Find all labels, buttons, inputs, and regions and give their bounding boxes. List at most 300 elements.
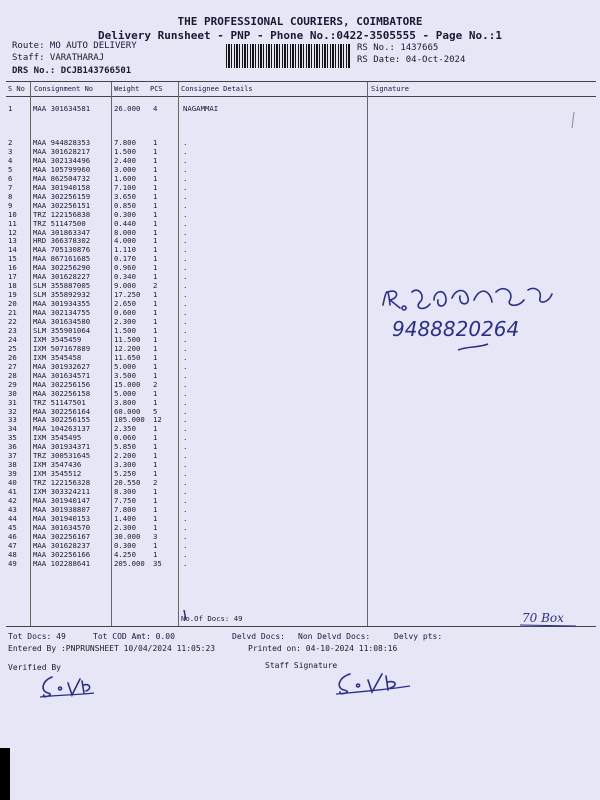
table-row — [0, 156, 600, 165]
table-row — [0, 442, 600, 451]
row-consignment: MAA 302256151 — [33, 200, 91, 210]
row-consignment: IXM 3545459 — [33, 334, 82, 344]
row-weight: 3.500 — [114, 370, 136, 380]
row-sno: 27 — [8, 361, 17, 371]
row-weight: 0.170 — [114, 254, 136, 264]
row-weight: 20.550 — [114, 478, 141, 488]
table-row — [0, 424, 600, 433]
table-bottom-rule — [6, 626, 596, 627]
row-consignee: . — [183, 299, 188, 309]
table-row — [0, 254, 600, 263]
row-consignment: IXM 507167889 — [33, 343, 91, 353]
row-consignment: MAA 102288641 — [33, 558, 91, 568]
row-consignee: . — [183, 308, 188, 318]
row-pcs: 1 — [153, 540, 158, 550]
row-consignment: MAA 302256167 — [33, 531, 91, 541]
row-weight: 0.340 — [114, 272, 136, 282]
row-pcs: 1 — [153, 352, 158, 362]
row-pcs: 1 — [153, 308, 158, 318]
handwritten-note: 70 Box — [522, 611, 564, 625]
row-pcs: 1 — [153, 522, 158, 532]
row-pcs: 1 — [153, 549, 158, 559]
row-consignment: MAA 705130876 — [33, 245, 91, 255]
row-pcs: 1 — [153, 173, 158, 183]
row-weight: 0.060 — [114, 433, 136, 443]
printed-on: Printed on: 04-10-2024 11:08:16 — [248, 644, 398, 653]
table-top-rule — [6, 81, 596, 82]
row-pcs: 1 — [153, 290, 158, 300]
row-weight: 4.000 — [114, 236, 136, 246]
row-weight: 1.500 — [114, 325, 136, 335]
row-weight: 0.300 — [114, 540, 136, 550]
row-consignment: MAA 301938807 — [33, 504, 91, 514]
row-sno: 18 — [8, 281, 17, 291]
row-pcs: 1 — [153, 361, 158, 371]
row-pcs: 1 — [153, 343, 158, 353]
col-weight: Weight — [114, 85, 140, 93]
row-consignment: MAA 302256156 — [33, 379, 91, 389]
row-consignment: MAA 302256155 — [33, 415, 91, 425]
row-consignee: . — [183, 531, 188, 541]
row-pcs: 1 — [153, 388, 158, 398]
row-consignment: MAA 302256290 — [33, 263, 91, 273]
row-consignee: . — [183, 415, 188, 425]
row-consignment: IXM 3545512 — [33, 469, 82, 479]
row-consignee: . — [183, 370, 188, 380]
row-consignee: . — [183, 155, 188, 165]
row-sno: 20 — [8, 299, 17, 309]
row-consignment: MAA 104263137 — [33, 424, 91, 434]
row-consignee: . — [183, 325, 188, 335]
row-sno: 42 — [8, 496, 17, 505]
row-consignee: . — [183, 469, 188, 479]
row-consignee: . — [183, 272, 188, 282]
row-consignee: . — [183, 146, 188, 156]
pen-tick-mark — [180, 606, 200, 626]
row-consignee: . — [183, 200, 188, 210]
row-consignment: MAA 301934355 — [33, 299, 91, 309]
table-row — [0, 559, 600, 568]
row-consignee: . — [183, 540, 188, 550]
row-consignment: SLM 355887005 — [33, 281, 91, 291]
row-sno: 45 — [8, 522, 17, 532]
col-sno: S No — [8, 85, 25, 93]
row-sno: 47 — [8, 540, 17, 550]
table-row — [0, 138, 600, 147]
row-consignee: . — [183, 487, 188, 497]
row-consignment: MAA 301634581 — [33, 104, 91, 113]
table-row — [0, 478, 600, 487]
row-weight: 5.850 — [114, 442, 136, 452]
row-pcs: 1 — [153, 236, 158, 246]
table-row — [0, 487, 600, 496]
row-pcs: 2 — [153, 281, 158, 291]
table-row — [0, 541, 600, 550]
row-weight: 17.250 — [114, 290, 141, 300]
table-row — [0, 496, 600, 505]
row-consignment: MAA 301863347 — [33, 227, 91, 237]
row-consignment: MAA 944828353 — [33, 138, 91, 147]
table-row — [0, 523, 600, 532]
row-pcs: 1 — [153, 442, 158, 452]
row-weight: 8.000 — [114, 227, 136, 237]
row-consignment: MAA 301634571 — [33, 370, 91, 380]
row-sno: 14 — [8, 245, 17, 255]
row-weight: 3.000 — [114, 164, 136, 174]
row-weight: 1.400 — [114, 513, 136, 523]
row-consignee: . — [183, 442, 188, 452]
table-row — [0, 362, 600, 371]
row-consignment: HRD 366378302 — [33, 236, 91, 246]
runsheet-subtitle: Delivery Runsheet - PNP - Phone No.:0422-3505555 - Page No.:1 — [98, 29, 502, 42]
row-consignee: . — [183, 245, 188, 255]
table-row — [0, 219, 600, 228]
row-weight: 7.800 — [114, 138, 136, 147]
verified-by-signature — [38, 673, 98, 703]
row-pcs: 1 — [153, 164, 158, 174]
row-sno: 38 — [8, 460, 17, 470]
row-weight: 3.800 — [114, 397, 136, 407]
row-weight: 3.650 — [114, 191, 136, 201]
row-consignee: . — [183, 191, 188, 201]
row-sno: 3 — [8, 146, 13, 156]
row-pcs: 1 — [153, 182, 158, 192]
row-weight: 15.000 — [114, 379, 141, 389]
row-weight: 5.250 — [114, 469, 136, 479]
row-weight: 8.300 — [114, 487, 136, 497]
delvy-pts: Delvy pts: — [394, 632, 443, 641]
table-row — [0, 201, 600, 210]
row-pcs: 12 — [153, 415, 162, 425]
row-consignment: MAA 301940147 — [33, 496, 91, 505]
row-consignment: TRZ 300531645 — [33, 451, 91, 461]
row-consignment: MAA 302256158 — [33, 388, 91, 398]
row-sno: 16 — [8, 263, 17, 273]
row-sno: 43 — [8, 504, 17, 514]
row-pcs: 2 — [153, 379, 158, 389]
row-pcs: 1 — [153, 218, 158, 228]
row-sno: 9 — [8, 200, 13, 210]
row-pcs: 1 — [153, 469, 158, 479]
row-sno: 33 — [8, 415, 17, 425]
row-weight: 0.960 — [114, 263, 136, 273]
row-weight: 11.500 — [114, 334, 141, 344]
row-weight: 105.000 — [114, 415, 145, 425]
row-pcs: 1 — [153, 209, 158, 219]
row-consignment: MAA 302256166 — [33, 549, 91, 559]
row-sno: 1 — [8, 104, 13, 113]
col-consignment: Consignment No — [34, 85, 94, 93]
row-sno: 41 — [8, 487, 17, 497]
row-sno: 19 — [8, 290, 17, 300]
row-weight: 2.350 — [114, 424, 136, 434]
table-row — [0, 183, 600, 192]
row-weight: 5.000 — [114, 361, 136, 371]
row-consignment: MAA 301634570 — [33, 522, 91, 532]
row-consignee: NAGAMMAI — [183, 104, 219, 113]
row-pcs: 3 — [153, 531, 158, 541]
table-row — [0, 398, 600, 407]
row-consignment: MAA 867161685 — [33, 254, 91, 264]
table-row — [0, 192, 600, 201]
row-sno: 35 — [8, 433, 17, 443]
row-consignee: . — [183, 361, 188, 371]
row-pcs: 2 — [153, 478, 158, 488]
row-sno: 44 — [8, 513, 17, 523]
entered-by: Entered By :PNPRUNSHEET 10/04/2024 11:05:23 — [8, 644, 216, 653]
table-header-rule — [6, 96, 596, 97]
row-sno: 30 — [8, 388, 17, 398]
row-weight: 0.440 — [114, 218, 136, 228]
table-row — [0, 174, 600, 183]
row-sno: 10 — [8, 209, 17, 219]
row-consignment: TRZ 51147501 — [33, 397, 86, 407]
table-row — [0, 550, 600, 559]
row-consignment: TRZ 122156838 — [33, 209, 91, 219]
row-consignment: IXM 3547436 — [33, 460, 82, 470]
table-row — [0, 371, 600, 380]
row-weight: 0.600 — [114, 308, 136, 318]
row-sno: 36 — [8, 442, 17, 452]
table-row — [0, 228, 600, 237]
drs-number: DRS No.: DCJB143766501 — [12, 66, 132, 76]
row-consignee: . — [183, 164, 188, 174]
row-consignment: MAA 302134755 — [33, 308, 91, 318]
staff-signature — [334, 670, 414, 700]
rs-number: RS No.: 1437665 — [357, 43, 439, 53]
row-pcs: 5 — [153, 406, 158, 416]
route-label: Route: MO AUTO DELIVERY — [12, 41, 137, 51]
table-row — [0, 451, 600, 460]
row-consignee: . — [183, 173, 188, 183]
row-pcs: 4 — [153, 104, 158, 113]
no-of-docs: No.Of Docs: 49 — [181, 614, 243, 623]
table-row — [0, 460, 600, 469]
tot-cod: Tot COD Amt: 0.00 — [93, 632, 175, 641]
row-consignee: . — [183, 352, 188, 362]
row-consignee: . — [183, 504, 188, 514]
tot-docs: Tot Docs: 49 — [8, 632, 66, 641]
row-consignee: . — [183, 334, 188, 344]
row-consignment: IXM 3545495 — [33, 433, 82, 443]
row-consignee: . — [183, 317, 188, 326]
row-pcs: 1 — [153, 263, 158, 273]
delvd-docs: Delvd Docs: — [232, 632, 285, 641]
row-sno: 29 — [8, 379, 17, 389]
table-row — [0, 236, 600, 245]
row-consignment: MAA 302256164 — [33, 406, 91, 416]
row-weight: 12.200 — [114, 343, 141, 353]
row-consignment: SLM 355892932 — [33, 290, 91, 300]
row-consignment: TRZ 51147500 — [33, 218, 86, 228]
row-sno: 4 — [8, 155, 13, 165]
row-pcs: 1 — [153, 424, 158, 434]
row-sno: 37 — [8, 451, 17, 461]
row-consignee: . — [183, 433, 188, 443]
row-consignee: . — [183, 513, 188, 523]
row-weight: 3.300 — [114, 460, 136, 470]
row-pcs: 1 — [153, 487, 158, 497]
row-weight: 7.800 — [114, 504, 136, 514]
row-consignment: MAA 862504732 — [33, 173, 91, 183]
verified-by-label: Verified By — [8, 663, 61, 672]
row-consignee: . — [183, 388, 188, 398]
table-row — [0, 532, 600, 541]
row-sno: 25 — [8, 343, 17, 353]
staff-signature-label: Staff Signature — [265, 661, 338, 670]
row-consignee: . — [183, 478, 188, 488]
row-consignment: MAA 301628217 — [33, 146, 91, 156]
row-consignee: . — [183, 424, 188, 434]
scan-edge — [0, 748, 10, 800]
row-pcs: 1 — [153, 245, 158, 255]
row-pcs: 1 — [153, 272, 158, 282]
row-sno: 5 — [8, 164, 13, 174]
row-consignment: IXM 303324211 — [33, 487, 91, 497]
row-weight: 26.000 — [114, 104, 141, 113]
row-pcs: 1 — [153, 334, 158, 344]
row-sno: 31 — [8, 397, 17, 407]
row-sno: 26 — [8, 352, 17, 362]
row-sno: 11 — [8, 218, 17, 228]
non-delvd-docs: Non Delvd Docs: — [298, 632, 371, 641]
row-sno: 40 — [8, 478, 17, 488]
row-pcs: 1 — [153, 504, 158, 514]
row-consignee: . — [183, 451, 188, 461]
row-consignment: MAA 302134496 — [33, 155, 91, 165]
row-weight: 9.000 — [114, 281, 136, 291]
row-pcs: 1 — [153, 227, 158, 237]
row-sno: 32 — [8, 406, 17, 416]
row-consignee: . — [183, 460, 188, 470]
table-row — [0, 389, 600, 398]
table-row — [0, 380, 600, 389]
row-consignee: . — [183, 254, 188, 264]
rs-date: RS Date: 04-Oct-2024 — [357, 55, 466, 65]
row-weight: 2.200 — [114, 451, 136, 461]
row-consignment: MAA 301932627 — [33, 361, 91, 371]
row-weight: 0.850 — [114, 200, 136, 210]
row-sno: 21 — [8, 308, 17, 318]
row-weight: 0.300 — [114, 209, 136, 219]
row-weight: 7.100 — [114, 182, 136, 192]
row-pcs: 1 — [153, 370, 158, 380]
table-row — [0, 104, 600, 113]
row-sno: 39 — [8, 469, 17, 479]
table-row — [0, 514, 600, 523]
row-pcs: 1 — [153, 146, 158, 156]
row-pcs: 1 — [153, 317, 158, 326]
staff-label: Staff: VARATHARAJ — [12, 53, 105, 63]
row-consignee: . — [183, 549, 188, 559]
row-consignment: MAA 301628237 — [33, 540, 91, 550]
row-weight: 11.650 — [114, 352, 141, 362]
row-consignment: MAA 301628227 — [33, 272, 91, 282]
table-row — [0, 415, 600, 424]
handwritten-box-note — [520, 608, 580, 628]
row-consignment: MAA 301940158 — [33, 182, 91, 192]
row-weight: 60.000 — [114, 406, 141, 416]
row-consignee: . — [183, 236, 188, 246]
row-sno: 17 — [8, 272, 17, 282]
row-sno: 49 — [8, 558, 17, 568]
row-pcs: 1 — [153, 191, 158, 201]
row-sno: 12 — [8, 227, 17, 237]
row-consignee: . — [183, 218, 188, 228]
row-pcs: 1 — [153, 325, 158, 335]
row-pcs: 1 — [153, 254, 158, 264]
col-consignee: Consignee Details — [181, 85, 253, 93]
table-row — [0, 210, 600, 219]
row-sno: 8 — [8, 191, 13, 201]
row-weight: 1.500 — [114, 146, 136, 156]
row-consignment: MAA 301934371 — [33, 442, 91, 452]
row-pcs: 1 — [153, 513, 158, 523]
row-pcs: 35 — [153, 558, 162, 568]
row-consignee: . — [183, 558, 188, 568]
row-pcs: 1 — [153, 451, 158, 461]
row-sno: 48 — [8, 549, 17, 559]
row-consignee: . — [183, 379, 188, 389]
table-row — [0, 469, 600, 478]
row-weight: 2.650 — [114, 299, 136, 309]
row-sno: 13 — [8, 236, 17, 246]
table-row — [0, 147, 600, 156]
row-weight: 7.750 — [114, 496, 136, 505]
row-sno: 2 — [8, 138, 13, 147]
row-weight: 2.300 — [114, 522, 136, 532]
row-pcs: 1 — [153, 496, 158, 505]
barcode-image — [226, 44, 350, 68]
row-pcs: 1 — [153, 299, 158, 309]
row-sno: 7 — [8, 182, 13, 192]
row-consignee: . — [183, 397, 188, 407]
row-sno: 34 — [8, 424, 17, 434]
row-pcs: 1 — [153, 397, 158, 407]
row-weight: 2.400 — [114, 155, 136, 165]
table-row — [0, 245, 600, 254]
row-pcs: 1 — [153, 433, 158, 443]
col-pcs: PCS — [150, 85, 163, 93]
row-consignee: . — [183, 182, 188, 192]
row-weight: 1.110 — [114, 245, 136, 255]
row-sno: 22 — [8, 317, 17, 326]
table-row — [0, 433, 600, 442]
row-pcs: 1 — [153, 200, 158, 210]
row-consignee: . — [183, 343, 188, 353]
row-sno: 6 — [8, 173, 13, 183]
row-sno: 24 — [8, 334, 17, 344]
row-consignee: . — [183, 496, 188, 505]
row-sno: 23 — [8, 325, 17, 335]
col-signature: Signature — [371, 85, 409, 93]
row-consignee: . — [183, 263, 188, 273]
row-consignment: MAA 301634580 — [33, 317, 91, 326]
row-consignee: . — [183, 290, 188, 300]
row-consignment: MAA 301940153 — [33, 513, 91, 523]
row-consignee: . — [183, 522, 188, 532]
row-sno: 15 — [8, 254, 17, 264]
row-pcs: 1 — [153, 460, 158, 470]
row-weight: 1.600 — [114, 173, 136, 183]
row-consignment: MAA 302256159 — [33, 191, 91, 201]
row-consignee: . — [183, 138, 188, 147]
row-pcs: 1 — [153, 138, 158, 147]
table-row — [0, 165, 600, 174]
pen-stroke-mark — [566, 110, 586, 140]
row-consignment: MAA 105799960 — [33, 164, 91, 174]
company-title: THE PROFESSIONAL COURIERS, COIMBATORE — [177, 15, 423, 28]
